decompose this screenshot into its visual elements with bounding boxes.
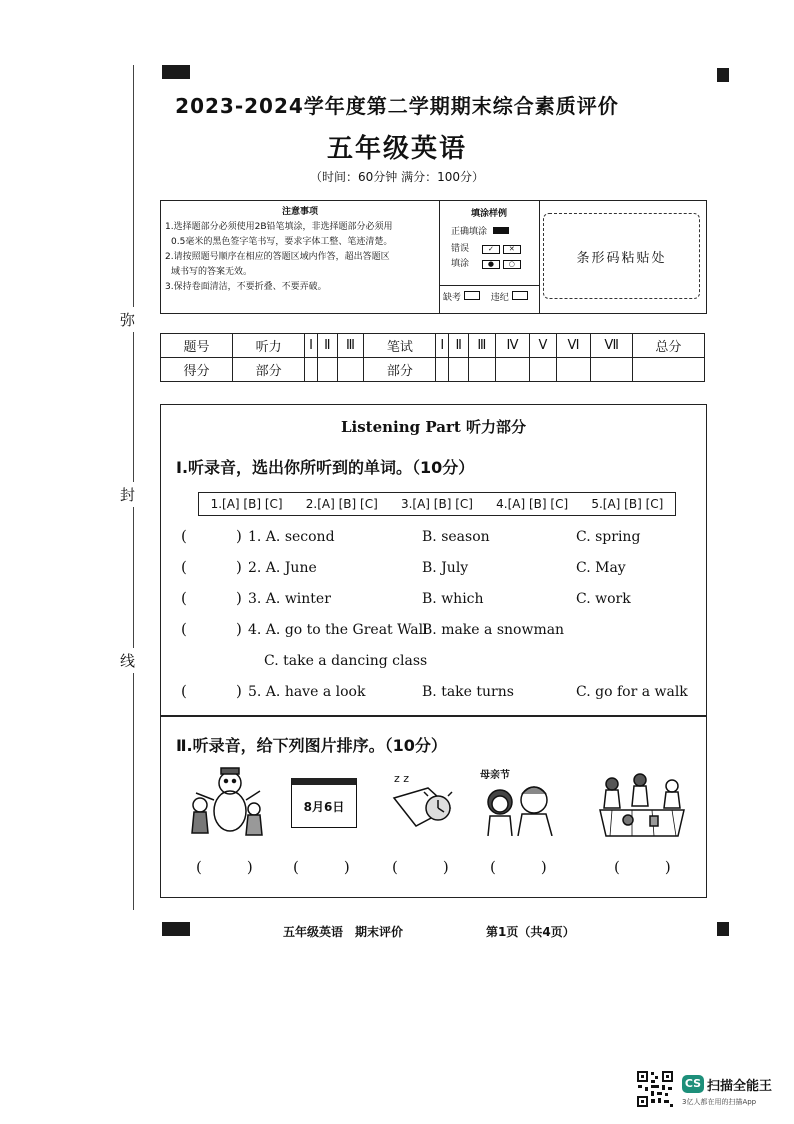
- subject-title: 五年级英语: [326, 134, 467, 164]
- notice-heading: 注意事项: [281, 207, 318, 217]
- answer-paren-open: (: [181, 558, 187, 576]
- notice-item: 2.请按照题号顺序在相应的答题区域内作答，超出答题区: [165, 252, 390, 262]
- score-cell[interactable]: [591, 358, 633, 382]
- violation-checkbox[interactable]: [512, 291, 528, 300]
- answer-paren-close[interactable]: ): [236, 558, 242, 576]
- time-info: （时间：60分钟 满分：100分）: [310, 170, 484, 184]
- qr-code-icon: [636, 1070, 674, 1108]
- corner-marker-bottom-right: [717, 922, 729, 936]
- score-cell[interactable]: [469, 358, 496, 382]
- score-table: [160, 333, 705, 382]
- check-box-icon: ✓: [482, 245, 500, 254]
- notice-box: [160, 200, 707, 314]
- table-cell: Ⅴ: [530, 334, 556, 358]
- corner-marker-bottom-left: [162, 922, 190, 936]
- wrong-fill-label: 错误: [451, 244, 470, 254]
- corner-marker-top-right: [717, 68, 729, 82]
- table-cell: Ⅵ: [556, 334, 591, 358]
- order-blank-4[interactable]: ( ): [490, 858, 547, 876]
- absent-checkbox[interactable]: [464, 291, 480, 300]
- question-4-option-c: C. take a dancing class: [264, 653, 428, 669]
- notice-instructions: [161, 201, 440, 313]
- footer-left: 五年级英语 期末评价: [283, 925, 404, 939]
- cross-box-icon: ✕: [503, 245, 521, 254]
- answer-paren-close[interactable]: ): [236, 589, 242, 607]
- table-cell: 得分: [161, 358, 233, 382]
- wrong-fill-label-2: 填涂: [451, 259, 470, 269]
- table-cell: 笔试: [364, 334, 436, 358]
- violation-label: 违纪: [490, 293, 509, 303]
- answer-paren-open: (: [181, 620, 187, 638]
- dot-box-icon: ●: [482, 260, 500, 269]
- answer-paren-close[interactable]: ): [236, 620, 242, 638]
- sample-heading: 填涂样例: [470, 209, 507, 219]
- question-2-option-b: B. July: [422, 560, 469, 576]
- picture-mothers-day: [478, 780, 558, 836]
- picture-mothers-day-label: 母亲节: [480, 770, 510, 781]
- barcode-area: 条形码粘贴处: [543, 213, 700, 299]
- picture-snowman: [184, 765, 266, 837]
- binding-char-1: 弥: [120, 307, 135, 332]
- question-4-option-a: 4. A. go to the Great Wall: [248, 622, 428, 638]
- picture-sleeping-clock: [388, 768, 470, 834]
- correct-fill-label: 正确填涂: [451, 227, 488, 237]
- question-4-option-b: B. make a snowman: [422, 622, 565, 638]
- section-1-title: Ⅰ.听录音，选出你所听到的单词。（10分）: [176, 458, 475, 477]
- notice-item: 0.5毫米的黑色签字笔书写，要求字体工整、笔迹清楚。: [171, 237, 393, 247]
- score-cell[interactable]: [305, 358, 318, 382]
- picture-picnic: [592, 770, 692, 838]
- answer-choice-4[interactable]: 4.[A] [B] [C]: [496, 497, 569, 511]
- score-cell[interactable]: [632, 358, 704, 382]
- table-cell: 部分: [233, 358, 305, 382]
- filled-box-icon: [493, 227, 509, 234]
- score-table-row-header: [161, 334, 705, 358]
- table-cell: 总分: [632, 334, 704, 358]
- question-3-option-a: 3. A. winter: [248, 591, 331, 607]
- scanner-tagline: 3亿人都在用的扫描App: [682, 1098, 757, 1106]
- table-cell: Ⅳ: [495, 334, 530, 358]
- question-3-option-b: B. which: [422, 591, 484, 607]
- score-cell[interactable]: [337, 358, 364, 382]
- order-blank-1[interactable]: ( ): [196, 858, 253, 876]
- fill-sample: [439, 201, 540, 313]
- order-blank-5[interactable]: ( ): [614, 858, 671, 876]
- question-5-option-c: C. go for a walk: [576, 684, 688, 700]
- question-2-option-a: 2. A. June: [248, 560, 317, 576]
- svg-text:z z: z z: [394, 772, 410, 785]
- question-5-option-b: B. take turns: [422, 684, 514, 700]
- table-cell: 部分: [364, 358, 436, 382]
- answer-choice-5[interactable]: 5.[A] [B] [C]: [591, 497, 664, 511]
- answer-paren-close[interactable]: ): [236, 682, 242, 700]
- table-cell: Ⅲ: [337, 334, 364, 358]
- answer-choice-1[interactable]: 1.[A] [B] [C]: [210, 497, 283, 511]
- picture-calendar: [291, 778, 357, 828]
- question-1-option-a: 1. A. second: [248, 529, 335, 545]
- question-1-option-b: B. season: [422, 529, 490, 545]
- notice-item: 1.选择题部分必须使用2B铅笔填涂，非选择题部分必须用: [165, 222, 393, 232]
- section-2-title: Ⅱ.听录音，给下列图片排序。（10分）: [176, 736, 447, 755]
- table-cell: Ⅱ: [318, 334, 338, 358]
- answer-choice-2[interactable]: 2.[A] [B] [C]: [305, 497, 378, 511]
- score-table-row-score: [161, 358, 705, 382]
- score-cell[interactable]: [530, 358, 556, 382]
- answer-paren-close[interactable]: ): [236, 527, 242, 545]
- binding-char-2: 封: [120, 482, 135, 507]
- question-3-option-c: C. work: [576, 591, 631, 607]
- question-5-option-a: 5. A. have a look: [248, 684, 366, 700]
- table-cell: Ⅲ: [469, 334, 496, 358]
- cs-logo-icon: CS: [682, 1075, 704, 1093]
- table-cell: 题号: [161, 334, 233, 358]
- order-blank-3[interactable]: ( ): [392, 858, 449, 876]
- answer-paren-open: (: [181, 589, 187, 607]
- answer-strip: [198, 492, 676, 516]
- question-1-option-c: C. spring: [576, 529, 641, 545]
- score-cell[interactable]: [436, 358, 449, 382]
- answer-paren-open: (: [181, 527, 187, 545]
- absent-label: 缺考: [443, 293, 462, 303]
- table-cell: Ⅶ: [591, 334, 633, 358]
- calendar-date: 8月6日: [303, 799, 345, 814]
- listening-heading: Listening Part 听力部分: [340, 418, 527, 436]
- question-2-option-c: C. May: [576, 560, 626, 576]
- corner-marker-top-left: [162, 65, 190, 79]
- table-cell: Ⅰ: [436, 334, 449, 358]
- notice-item: 域书写的答案无效。: [171, 267, 253, 277]
- exam-title: 2023-2024学年度第二学期期末综合素质评价: [175, 94, 619, 118]
- scanner-app-name: 扫描全能王: [707, 1079, 773, 1094]
- table-cell: Ⅰ: [305, 334, 318, 358]
- table-cell: 听力: [233, 334, 305, 358]
- binding-char-3: 线: [120, 648, 135, 673]
- circle-box-icon: ○: [503, 260, 521, 269]
- score-cell[interactable]: [556, 358, 591, 382]
- score-cell[interactable]: [449, 358, 469, 382]
- score-cell[interactable]: [495, 358, 530, 382]
- order-blank-2[interactable]: ( ): [293, 858, 350, 876]
- answer-paren-open: (: [181, 682, 187, 700]
- table-cell: Ⅱ: [449, 334, 469, 358]
- score-cell[interactable]: [318, 358, 338, 382]
- answer-choice-3[interactable]: 3.[A] [B] [C]: [400, 497, 473, 511]
- notice-item: 3.保持卷面清洁，不要折叠、不要弄破。: [165, 282, 327, 292]
- footer-page-number: 第1页（共4页）: [486, 925, 575, 939]
